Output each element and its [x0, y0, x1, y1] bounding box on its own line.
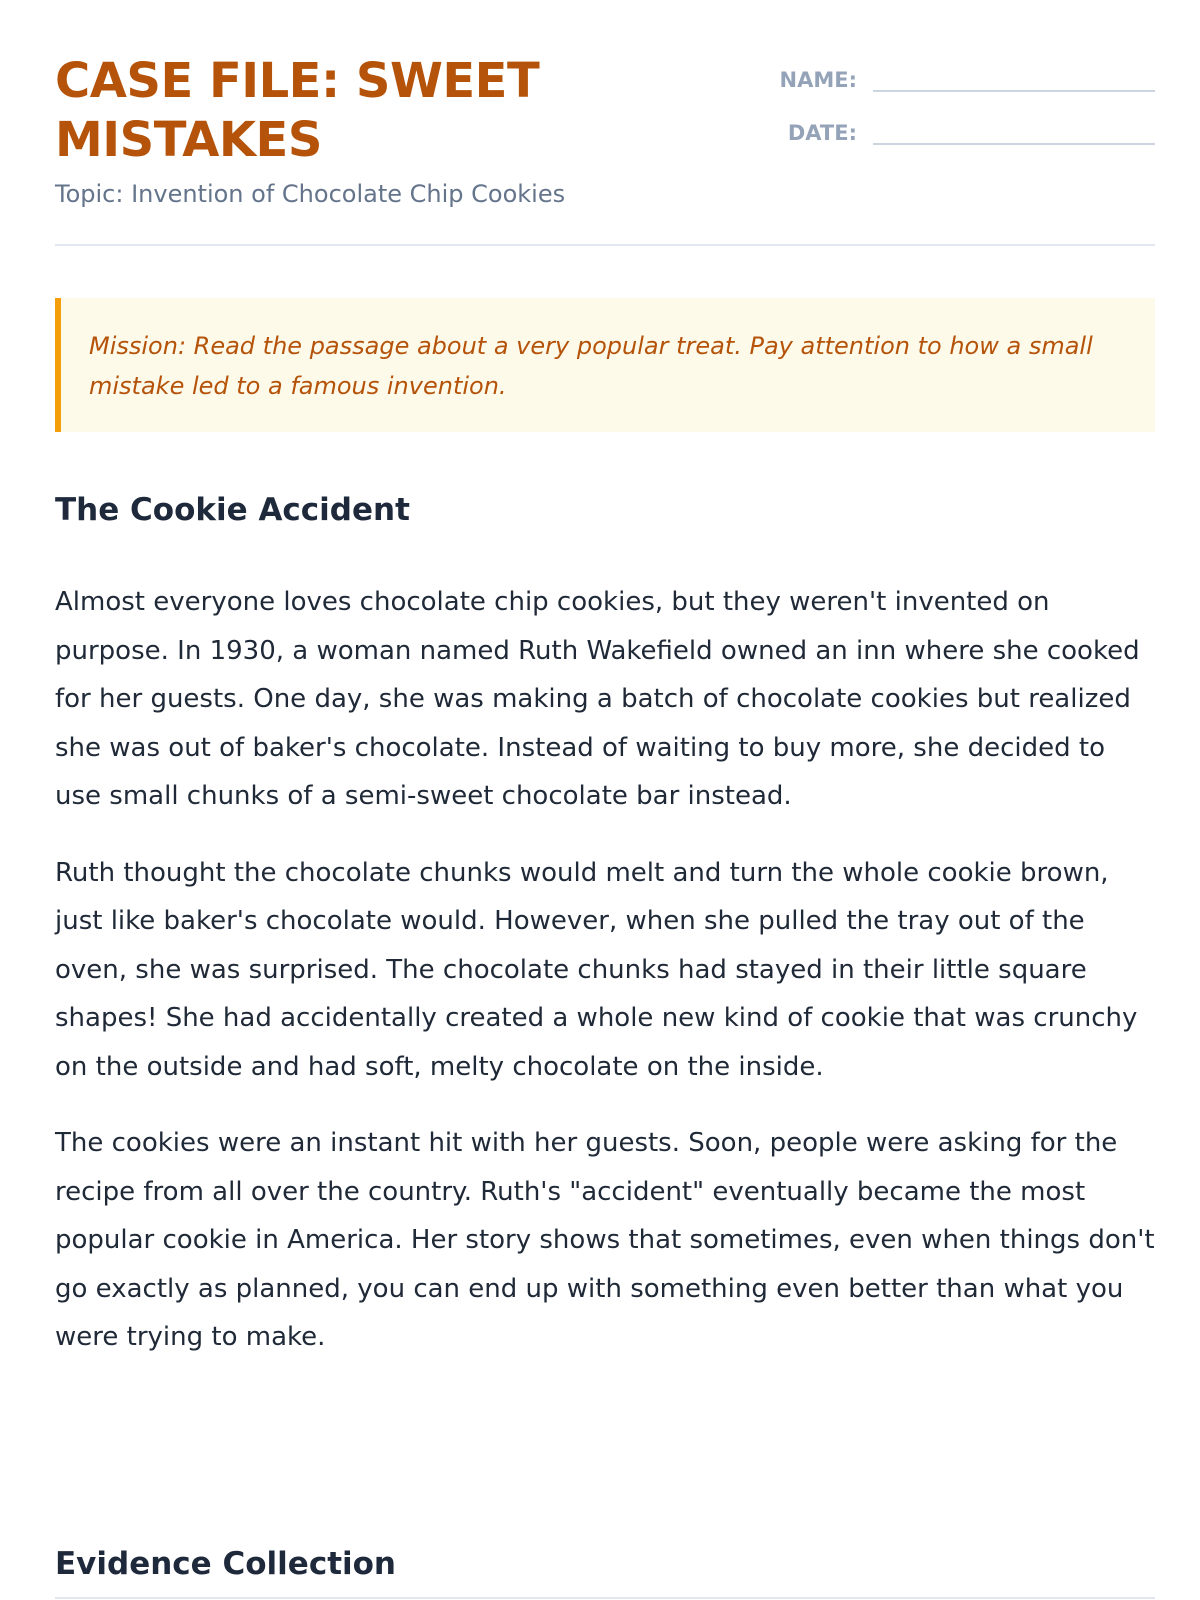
reading-passage: [55, 578, 1155, 1390]
name-field[interactable]: [735, 58, 1155, 94]
student-info-fields: [735, 58, 1155, 164]
worksheet-page: [55, 0, 1155, 1582]
name-field-line[interactable]: [873, 90, 1155, 92]
date-field-label: DATE:: [787, 121, 857, 145]
mission-callout: Mission: Read the passage about a very popular treat. Pay attention to how a small mistake led to a famous invention.: [55, 298, 1155, 432]
date-field[interactable]: [735, 111, 1155, 147]
passage-paragraph: Ruth thought the chocolate chunks would melt and turn the whole cookie brown, just like baker's chocolate would. However, when she pulled the tray out of the oven, she was surprised. The chocolate chunks had stayed in their little square shapes! She had accidentally created a whole new kind of cookie that was crunchy on the outside and had soft, melty chocolate on the inside.: [55, 857, 1138, 1082]
worksheet-header: [55, 0, 1155, 246]
evidence-divider: [55, 1597, 1155, 1599]
passage-heading: The Cookie Accident: [55, 492, 410, 528]
passage-paragraph: The cookies were an instant hit with her guests. Soon, people were asking for the recipe from all over the country. Ruth's "accident" eventually became the most popular cookie in America. Her story shows that sometimes, even when things don't go exactly as planned, you can end up with something even better than what you were trying to make.: [55, 1128, 1155, 1352]
name-field-label: NAME:: [779, 68, 857, 92]
topic-subtitle: Topic: Invention of Chocolate Chip Cookies: [55, 180, 566, 208]
evidence-heading: Evidence Collection: [55, 1546, 396, 1582]
date-field-line[interactable]: [873, 143, 1155, 145]
passage-paragraph: Almost everyone loves chocolate chip cookies, but they weren't invented on purpose. In 1930, a woman named Ruth Wakefield owned an inn where she cooked for her guests. One day, she was making a batch of chocolate cookies but realized she was out of baker's chocolate. Instead of waiting to buy more, she decided to use small chunks of a semi-sweet chocolate bar instead.: [55, 587, 1140, 811]
case-file-title: CASE FILE: SWEET MISTAKES: [55, 53, 540, 168]
